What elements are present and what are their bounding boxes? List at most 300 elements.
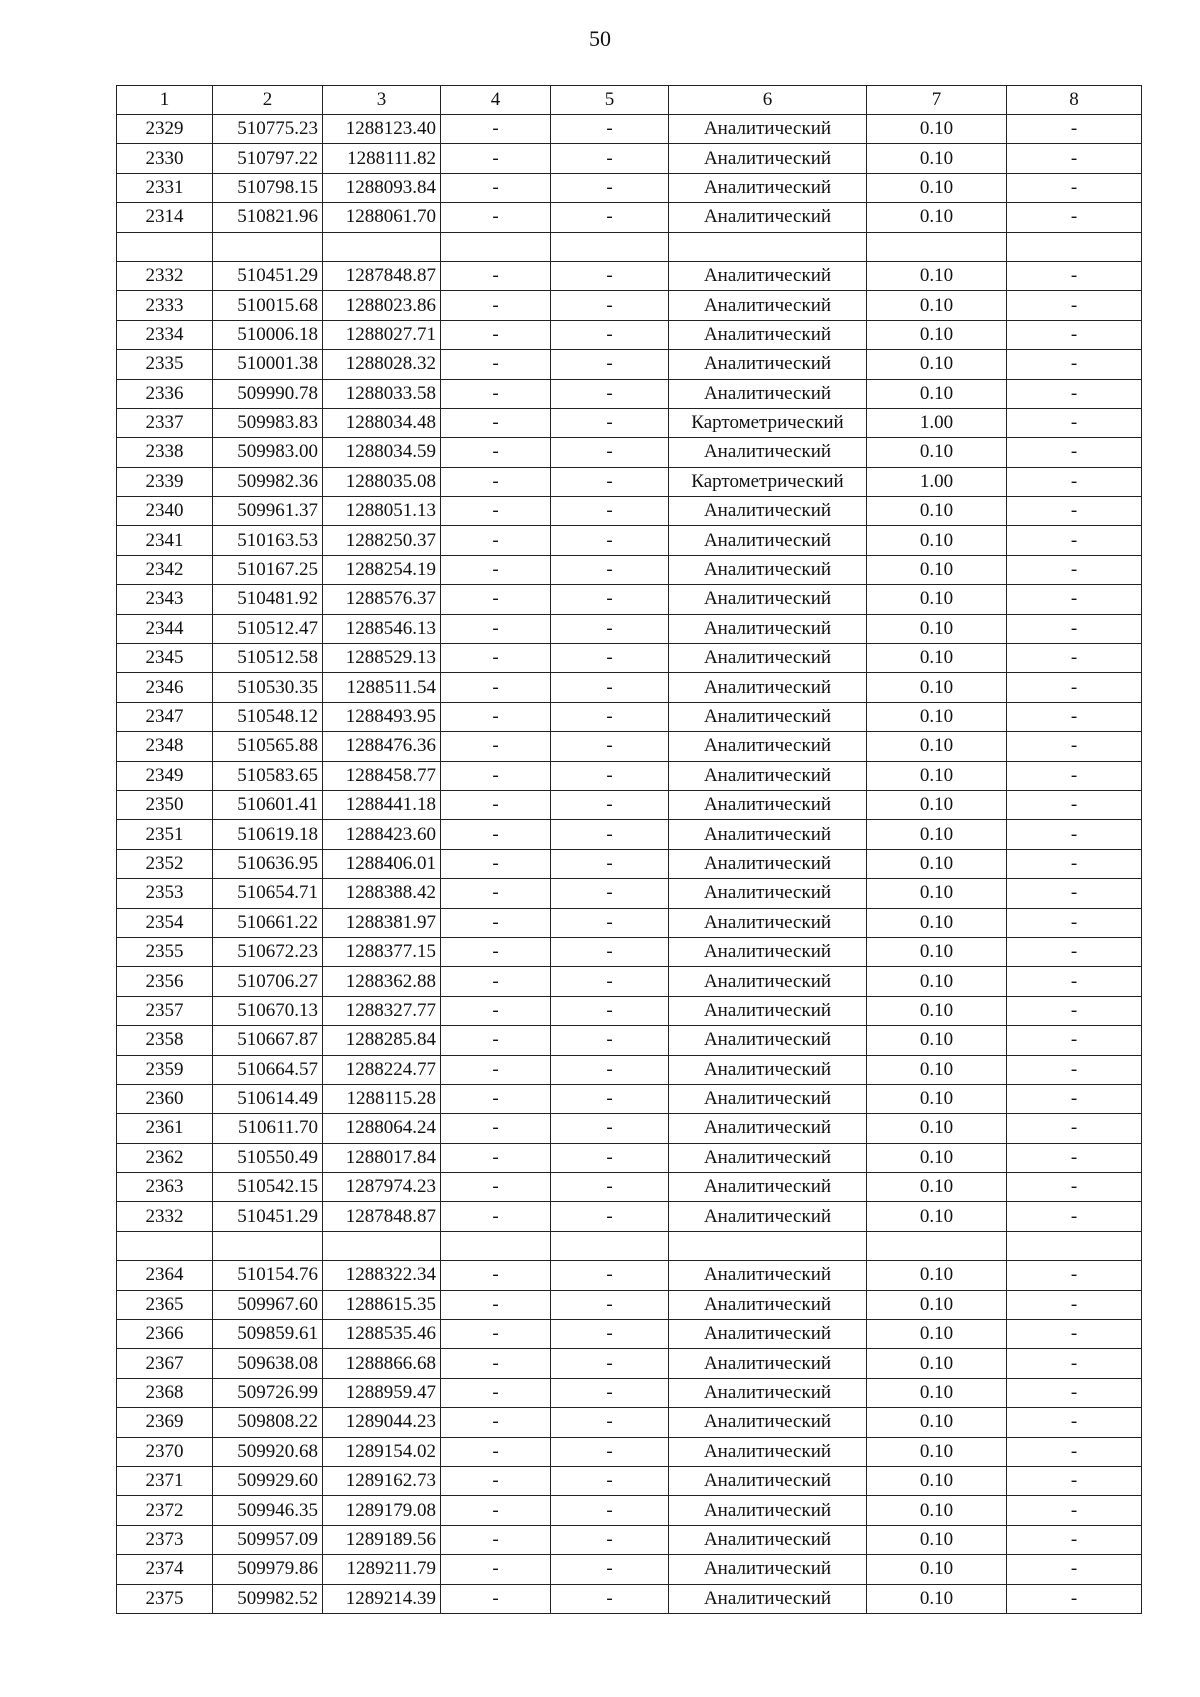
accuracy-cell: 0.10 <box>867 996 1007 1025</box>
column-5-cell: - <box>551 1584 669 1613</box>
method-cell: Аналитический <box>669 967 867 996</box>
empty-cell <box>867 232 1007 261</box>
x-coordinate-cell: 509982.36 <box>213 467 323 496</box>
column-8-cell: - <box>1007 1437 1142 1466</box>
column-4-cell: - <box>441 555 551 584</box>
x-coordinate-cell: 509979.86 <box>213 1555 323 1584</box>
table-row <box>117 1114 1142 1143</box>
method-cell: Аналитический <box>669 144 867 173</box>
y-coordinate-cell: 1289214.39 <box>323 1584 441 1613</box>
method-cell: Аналитический <box>669 350 867 379</box>
point-number-cell: 2363 <box>117 1173 213 1202</box>
table-row <box>117 1290 1142 1319</box>
method-cell: Аналитический <box>669 115 867 144</box>
method-cell: Аналитический <box>669 820 867 849</box>
column-5-cell: - <box>551 1408 669 1437</box>
column-8-cell: - <box>1007 967 1142 996</box>
accuracy-cell: 0.10 <box>867 849 1007 878</box>
point-number-cell: 2342 <box>117 555 213 584</box>
column-4-cell: - <box>441 350 551 379</box>
table-row <box>117 673 1142 702</box>
accuracy-cell: 0.10 <box>867 1555 1007 1584</box>
x-coordinate-cell: 509983.00 <box>213 438 323 467</box>
y-coordinate-cell: 1289162.73 <box>323 1466 441 1495</box>
y-coordinate-cell: 1288123.40 <box>323 115 441 144</box>
point-number-cell: 2362 <box>117 1143 213 1172</box>
x-coordinate-cell: 510775.23 <box>213 115 323 144</box>
x-coordinate-cell: 510798.15 <box>213 173 323 202</box>
accuracy-cell: 0.10 <box>867 967 1007 996</box>
column-5-cell: - <box>551 1202 669 1231</box>
point-number-cell: 2372 <box>117 1496 213 1525</box>
y-coordinate-cell: 1288959.47 <box>323 1378 441 1407</box>
column-8-cell: - <box>1007 144 1142 173</box>
accuracy-cell: 0.10 <box>867 261 1007 290</box>
column-8-cell: - <box>1007 673 1142 702</box>
column-header: 1 <box>117 86 213 115</box>
column-8-cell: - <box>1007 320 1142 349</box>
method-cell: Картометрический <box>669 408 867 437</box>
point-number-cell: 2314 <box>117 203 213 232</box>
x-coordinate-cell: 510565.88 <box>213 732 323 761</box>
column-5-cell: - <box>551 849 669 878</box>
point-number-cell: 2357 <box>117 996 213 1025</box>
column-5-cell: - <box>551 1437 669 1466</box>
method-cell: Аналитический <box>669 173 867 202</box>
x-coordinate-cell: 509967.60 <box>213 1290 323 1319</box>
column-4-cell: - <box>441 1584 551 1613</box>
column-8-cell: - <box>1007 1496 1142 1525</box>
column-5-cell: - <box>551 261 669 290</box>
method-cell: Аналитический <box>669 1378 867 1407</box>
accuracy-cell: 0.10 <box>867 1143 1007 1172</box>
column-header: 8 <box>1007 86 1142 115</box>
point-number-cell: 2352 <box>117 849 213 878</box>
table-row <box>117 1466 1142 1495</box>
table-row <box>117 849 1142 878</box>
empty-cell <box>323 1231 441 1260</box>
point-number-cell: 2359 <box>117 1055 213 1084</box>
method-cell: Аналитический <box>669 585 867 614</box>
column-8-cell: - <box>1007 761 1142 790</box>
table-row <box>117 173 1142 202</box>
column-5-cell: - <box>551 967 669 996</box>
table-row <box>117 497 1142 526</box>
column-4-cell: - <box>441 1378 551 1407</box>
column-4-cell: - <box>441 1349 551 1378</box>
method-cell: Аналитический <box>669 555 867 584</box>
x-coordinate-cell: 509859.61 <box>213 1320 323 1349</box>
column-5-cell: - <box>551 350 669 379</box>
column-5-cell: - <box>551 1496 669 1525</box>
method-cell: Аналитический <box>669 790 867 819</box>
method-cell: Картометрический <box>669 467 867 496</box>
column-8-cell: - <box>1007 790 1142 819</box>
column-5-cell: - <box>551 1290 669 1319</box>
method-cell: Аналитический <box>669 379 867 408</box>
x-coordinate-cell: 510667.87 <box>213 1026 323 1055</box>
column-8-cell: - <box>1007 644 1142 673</box>
x-coordinate-cell: 509961.37 <box>213 497 323 526</box>
column-8-cell: - <box>1007 849 1142 878</box>
y-coordinate-cell: 1288423.60 <box>323 820 441 849</box>
column-8-cell: - <box>1007 1290 1142 1319</box>
column-5-cell: - <box>551 1114 669 1143</box>
method-cell: Аналитический <box>669 1173 867 1202</box>
table-row <box>117 1202 1142 1231</box>
method-cell: Аналитический <box>669 1202 867 1231</box>
column-4-cell: - <box>441 1055 551 1084</box>
accuracy-cell: 0.10 <box>867 937 1007 966</box>
y-coordinate-cell: 1288529.13 <box>323 644 441 673</box>
x-coordinate-cell: 510548.12 <box>213 702 323 731</box>
x-coordinate-cell: 510670.13 <box>213 996 323 1025</box>
table-row <box>117 585 1142 614</box>
method-cell: Аналитический <box>669 732 867 761</box>
accuracy-cell: 0.10 <box>867 1525 1007 1554</box>
accuracy-cell: 0.10 <box>867 585 1007 614</box>
column-8-cell: - <box>1007 1143 1142 1172</box>
point-number-cell: 2348 <box>117 732 213 761</box>
column-4-cell: - <box>441 144 551 173</box>
column-4-cell: - <box>441 438 551 467</box>
table-row <box>117 1055 1142 1084</box>
point-number-cell: 2330 <box>117 144 213 173</box>
column-4-cell: - <box>441 1525 551 1554</box>
table-row <box>117 908 1142 937</box>
x-coordinate-cell: 510636.95 <box>213 849 323 878</box>
column-4-cell: - <box>441 379 551 408</box>
column-4-cell: - <box>441 408 551 437</box>
x-coordinate-cell: 509929.60 <box>213 1466 323 1495</box>
x-coordinate-cell: 510006.18 <box>213 320 323 349</box>
x-coordinate-cell: 510550.49 <box>213 1143 323 1172</box>
y-coordinate-cell: 1288493.95 <box>323 702 441 731</box>
y-coordinate-cell: 1288051.13 <box>323 497 441 526</box>
column-4-cell: - <box>441 614 551 643</box>
column-header: 7 <box>867 86 1007 115</box>
column-8-cell: - <box>1007 379 1142 408</box>
accuracy-cell: 0.10 <box>867 320 1007 349</box>
empty-cell <box>551 232 669 261</box>
accuracy-cell: 0.10 <box>867 673 1007 702</box>
column-4-cell: - <box>441 702 551 731</box>
column-4-cell: - <box>441 644 551 673</box>
table-row <box>117 1261 1142 1290</box>
method-cell: Аналитический <box>669 320 867 349</box>
column-5-cell: - <box>551 173 669 202</box>
column-5-cell: - <box>551 555 669 584</box>
point-number-cell: 2353 <box>117 879 213 908</box>
column-5-cell: - <box>551 879 669 908</box>
accuracy-cell: 0.10 <box>867 614 1007 643</box>
column-4-cell: - <box>441 908 551 937</box>
method-cell: Аналитический <box>669 497 867 526</box>
y-coordinate-cell: 1288615.35 <box>323 1290 441 1319</box>
accuracy-cell: 0.10 <box>867 908 1007 937</box>
column-5-cell: - <box>551 937 669 966</box>
method-cell: Аналитический <box>669 937 867 966</box>
y-coordinate-cell: 1288061.70 <box>323 203 441 232</box>
empty-cell <box>117 232 213 261</box>
y-coordinate-cell: 1288028.32 <box>323 350 441 379</box>
column-4-cell: - <box>441 1173 551 1202</box>
accuracy-cell: 0.10 <box>867 732 1007 761</box>
column-8-cell: - <box>1007 291 1142 320</box>
table-spacer-row <box>117 1231 1142 1260</box>
y-coordinate-cell: 1287974.23 <box>323 1173 441 1202</box>
table-header-row <box>117 86 1142 115</box>
y-coordinate-cell: 1289189.56 <box>323 1525 441 1554</box>
column-4-cell: - <box>441 1320 551 1349</box>
accuracy-cell: 0.10 <box>867 1202 1007 1231</box>
table-row <box>117 526 1142 555</box>
column-8-cell: - <box>1007 585 1142 614</box>
column-5-cell: - <box>551 790 669 819</box>
point-number-cell: 2360 <box>117 1084 213 1113</box>
y-coordinate-cell: 1288250.37 <box>323 526 441 555</box>
empty-cell <box>867 1231 1007 1260</box>
column-4-cell: - <box>441 1290 551 1319</box>
accuracy-cell: 0.10 <box>867 379 1007 408</box>
accuracy-cell: 0.10 <box>867 1584 1007 1613</box>
y-coordinate-cell: 1288511.54 <box>323 673 441 702</box>
column-4-cell: - <box>441 497 551 526</box>
column-header: 4 <box>441 86 551 115</box>
method-cell: Аналитический <box>669 1114 867 1143</box>
table-row <box>117 1525 1142 1554</box>
x-coordinate-cell: 510163.53 <box>213 526 323 555</box>
column-8-cell: - <box>1007 1173 1142 1202</box>
column-5-cell: - <box>551 144 669 173</box>
column-8-cell: - <box>1007 173 1142 202</box>
x-coordinate-cell: 510821.96 <box>213 203 323 232</box>
x-coordinate-cell: 510542.15 <box>213 1173 323 1202</box>
point-number-cell: 2371 <box>117 1466 213 1495</box>
column-header: 3 <box>323 86 441 115</box>
empty-cell <box>551 1231 669 1260</box>
column-4-cell: - <box>441 585 551 614</box>
method-cell: Аналитический <box>669 614 867 643</box>
y-coordinate-cell: 1288034.48 <box>323 408 441 437</box>
y-coordinate-cell: 1288033.58 <box>323 379 441 408</box>
point-number-cell: 2370 <box>117 1437 213 1466</box>
table-body <box>117 86 1142 1614</box>
column-8-cell: - <box>1007 996 1142 1025</box>
column-4-cell: - <box>441 1114 551 1143</box>
column-8-cell: - <box>1007 1525 1142 1554</box>
accuracy-cell: 0.10 <box>867 702 1007 731</box>
column-5-cell: - <box>551 702 669 731</box>
method-cell: Аналитический <box>669 1466 867 1495</box>
column-8-cell: - <box>1007 1466 1142 1495</box>
method-cell: Аналитический <box>669 849 867 878</box>
column-5-cell: - <box>551 732 669 761</box>
column-8-cell: - <box>1007 1349 1142 1378</box>
method-cell: Аналитический <box>669 1555 867 1584</box>
point-number-cell: 2338 <box>117 438 213 467</box>
accuracy-cell: 0.10 <box>867 115 1007 144</box>
accuracy-cell: 0.10 <box>867 497 1007 526</box>
table-row <box>117 879 1142 908</box>
accuracy-cell: 0.10 <box>867 144 1007 173</box>
column-4-cell: - <box>441 996 551 1025</box>
accuracy-cell: 0.10 <box>867 1055 1007 1084</box>
x-coordinate-cell: 510481.92 <box>213 585 323 614</box>
point-number-cell: 2336 <box>117 379 213 408</box>
method-cell: Аналитический <box>669 1320 867 1349</box>
empty-cell <box>441 1231 551 1260</box>
point-number-cell: 2354 <box>117 908 213 937</box>
column-8-cell: - <box>1007 261 1142 290</box>
y-coordinate-cell: 1289211.79 <box>323 1555 441 1584</box>
y-coordinate-cell: 1288111.82 <box>323 144 441 173</box>
column-4-cell: - <box>441 173 551 202</box>
accuracy-cell: 0.10 <box>867 790 1007 819</box>
column-5-cell: - <box>551 115 669 144</box>
column-8-cell: - <box>1007 1378 1142 1407</box>
x-coordinate-cell: 510664.57 <box>213 1055 323 1084</box>
column-5-cell: - <box>551 1349 669 1378</box>
x-coordinate-cell: 510451.29 <box>213 261 323 290</box>
column-8-cell: - <box>1007 908 1142 937</box>
accuracy-cell: 0.10 <box>867 1114 1007 1143</box>
point-number-cell: 2339 <box>117 467 213 496</box>
point-number-cell: 2367 <box>117 1349 213 1378</box>
point-number-cell: 2333 <box>117 291 213 320</box>
column-8-cell: - <box>1007 879 1142 908</box>
column-5-cell: - <box>551 1466 669 1495</box>
column-5-cell: - <box>551 526 669 555</box>
point-number-cell: 2349 <box>117 761 213 790</box>
x-coordinate-cell: 509946.35 <box>213 1496 323 1525</box>
point-number-cell: 2375 <box>117 1584 213 1613</box>
y-coordinate-cell: 1289179.08 <box>323 1496 441 1525</box>
y-coordinate-cell: 1289044.23 <box>323 1408 441 1437</box>
point-number-cell: 2365 <box>117 1290 213 1319</box>
point-number-cell: 2350 <box>117 790 213 819</box>
x-coordinate-cell: 509983.83 <box>213 408 323 437</box>
method-cell: Аналитический <box>669 1055 867 1084</box>
point-number-cell: 2334 <box>117 320 213 349</box>
method-cell: Аналитический <box>669 879 867 908</box>
column-8-cell: - <box>1007 1555 1142 1584</box>
column-8-cell: - <box>1007 203 1142 232</box>
table-row <box>117 1026 1142 1055</box>
method-cell: Аналитический <box>669 1496 867 1525</box>
column-5-cell: - <box>551 291 669 320</box>
column-header: 6 <box>669 86 867 115</box>
table-row <box>117 1378 1142 1407</box>
accuracy-cell: 0.10 <box>867 350 1007 379</box>
method-cell: Аналитический <box>669 1437 867 1466</box>
column-4-cell: - <box>441 849 551 878</box>
accuracy-cell: 0.10 <box>867 1378 1007 1407</box>
x-coordinate-cell: 510797.22 <box>213 144 323 173</box>
empty-cell <box>213 1231 323 1260</box>
column-4-cell: - <box>441 1026 551 1055</box>
y-coordinate-cell: 1288388.42 <box>323 879 441 908</box>
point-number-cell: 2368 <box>117 1378 213 1407</box>
column-8-cell: - <box>1007 497 1142 526</box>
point-number-cell: 2340 <box>117 497 213 526</box>
accuracy-cell: 1.00 <box>867 467 1007 496</box>
column-5-cell: - <box>551 1525 669 1554</box>
x-coordinate-cell: 510611.70 <box>213 1114 323 1143</box>
column-8-cell: - <box>1007 1202 1142 1231</box>
method-cell: Аналитический <box>669 1525 867 1554</box>
column-header: 2 <box>213 86 323 115</box>
column-5-cell: - <box>551 614 669 643</box>
x-coordinate-cell: 510154.76 <box>213 1261 323 1290</box>
column-4-cell: - <box>441 820 551 849</box>
column-4-cell: - <box>441 1555 551 1584</box>
y-coordinate-cell: 1288023.86 <box>323 291 441 320</box>
x-coordinate-cell: 510672.23 <box>213 937 323 966</box>
column-4-cell: - <box>441 937 551 966</box>
x-coordinate-cell: 510530.35 <box>213 673 323 702</box>
accuracy-cell: 0.10 <box>867 1437 1007 1466</box>
accuracy-cell: 0.10 <box>867 526 1007 555</box>
column-8-cell: - <box>1007 937 1142 966</box>
x-coordinate-cell: 510601.41 <box>213 790 323 819</box>
column-5-cell: - <box>551 820 669 849</box>
point-number-cell: 2355 <box>117 937 213 966</box>
accuracy-cell: 0.10 <box>867 1408 1007 1437</box>
method-cell: Аналитический <box>669 996 867 1025</box>
x-coordinate-cell: 509982.52 <box>213 1584 323 1613</box>
column-4-cell: - <box>441 261 551 290</box>
column-4-cell: - <box>441 790 551 819</box>
column-8-cell: - <box>1007 820 1142 849</box>
column-8-cell: - <box>1007 115 1142 144</box>
empty-cell <box>117 1231 213 1260</box>
empty-cell <box>323 232 441 261</box>
column-5-cell: - <box>551 644 669 673</box>
y-coordinate-cell: 1287848.87 <box>323 1202 441 1231</box>
point-number-cell: 2332 <box>117 1202 213 1231</box>
column-5-cell: - <box>551 1378 669 1407</box>
method-cell: Аналитический <box>669 644 867 673</box>
column-8-cell: - <box>1007 1114 1142 1143</box>
table-row <box>117 1555 1142 1584</box>
accuracy-cell: 0.10 <box>867 1496 1007 1525</box>
y-coordinate-cell: 1289154.02 <box>323 1437 441 1466</box>
table-row <box>117 261 1142 290</box>
method-cell: Аналитический <box>669 1290 867 1319</box>
accuracy-cell: 0.10 <box>867 173 1007 202</box>
accuracy-cell: 0.10 <box>867 1320 1007 1349</box>
table-row <box>117 1320 1142 1349</box>
x-coordinate-cell: 510706.27 <box>213 967 323 996</box>
table-row <box>117 1173 1142 1202</box>
column-4-cell: - <box>441 761 551 790</box>
y-coordinate-cell: 1288035.08 <box>323 467 441 496</box>
point-number-cell: 2356 <box>117 967 213 996</box>
column-4-cell: - <box>441 526 551 555</box>
empty-cell <box>1007 232 1142 261</box>
column-5-cell: - <box>551 379 669 408</box>
column-4-cell: - <box>441 732 551 761</box>
point-number-cell: 2337 <box>117 408 213 437</box>
table-row <box>117 320 1142 349</box>
point-number-cell: 2347 <box>117 702 213 731</box>
y-coordinate-cell: 1288406.01 <box>323 849 441 878</box>
point-number-cell: 2366 <box>117 1320 213 1349</box>
x-coordinate-cell: 509957.09 <box>213 1525 323 1554</box>
x-coordinate-cell: 510661.22 <box>213 908 323 937</box>
x-coordinate-cell: 510001.38 <box>213 350 323 379</box>
